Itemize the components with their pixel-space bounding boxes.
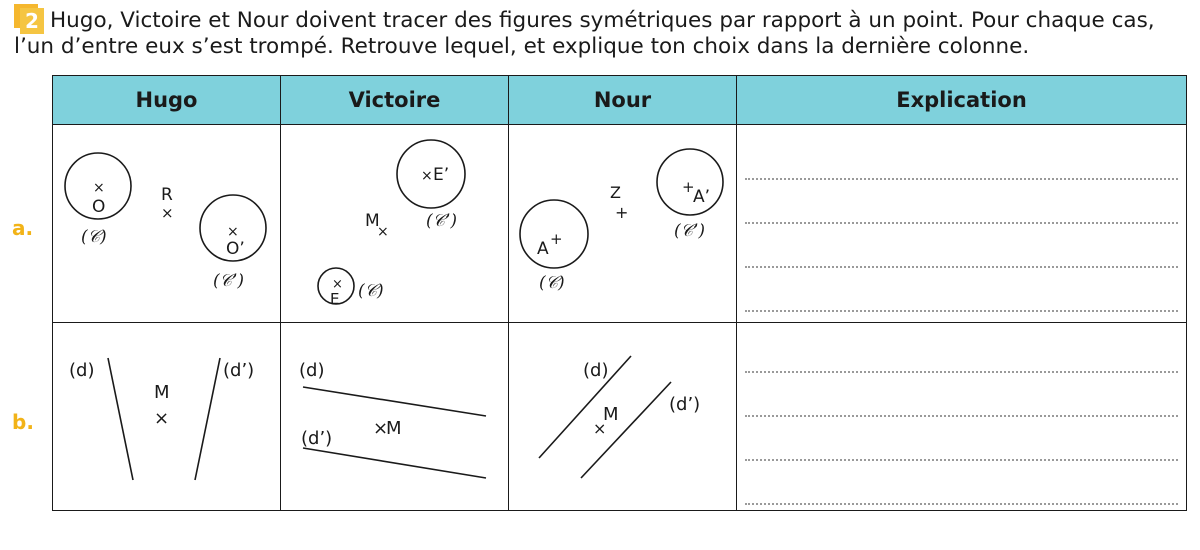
header-hugo: Hugo: [53, 76, 281, 125]
svg-text:×: ×: [227, 223, 239, 240]
center-label-m: M: [603, 403, 619, 425]
line-d: [303, 387, 486, 416]
answer-line[interactable]: [745, 461, 1178, 505]
cell-nour-a: [509, 125, 737, 323]
svg-text:×: ×: [373, 417, 389, 439]
answer-line[interactable]: [745, 180, 1178, 224]
exercise-text-line2: l’un d’entre eux s’est trompé. Retrouve lequel, et explique ton choix dans la dernière colonne.: [14, 34, 1030, 59]
cell-nour-b: [509, 323, 737, 511]
cell-victoire-a: [281, 125, 509, 323]
cell-hugo-b: [53, 323, 281, 511]
svg-text:×: ×: [93, 179, 105, 196]
answer-line[interactable]: [745, 224, 1178, 268]
svg-text:+: +: [550, 229, 563, 248]
point-label-o: O: [92, 196, 106, 217]
center-label-m: M: [386, 417, 402, 439]
svg-text:×: ×: [161, 203, 174, 222]
circle-label-c-prime: (𝒞’): [426, 210, 458, 231]
center-label-r: R: [161, 184, 173, 205]
line-d: [108, 358, 133, 480]
table-row-a: [53, 125, 1187, 323]
figure-hugo-b: [53, 324, 279, 510]
line-label-d-prime: (d’): [301, 427, 333, 449]
header-nour: Nour: [509, 76, 737, 125]
figure-nour-a: [509, 126, 735, 322]
center-label-m: M: [154, 381, 170, 403]
svg-text:×: ×: [593, 418, 607, 438]
cell-victoire-b: [281, 323, 509, 511]
circle-label-c: (𝒞): [81, 226, 107, 247]
line-label-d-prime: (d’): [223, 359, 255, 381]
circle-label-c: (𝒞): [358, 280, 384, 301]
line-label-d: (d): [299, 359, 325, 381]
table-header-row: [53, 76, 1187, 125]
explanation-a[interactable]: [737, 125, 1187, 323]
point-label-e: E: [330, 289, 340, 308]
line-label-d: (d): [69, 359, 95, 381]
circle-label-c-prime: (𝒞’): [674, 220, 706, 241]
answer-line[interactable]: [745, 373, 1178, 417]
line-label-d: (d): [583, 359, 609, 381]
point-label-o-prime: O’: [226, 238, 245, 259]
svg-text:×: ×: [332, 276, 343, 292]
line-d-prime: [303, 448, 486, 478]
answer-line[interactable]: [745, 417, 1178, 461]
svg-text:×: ×: [421, 167, 433, 184]
answer-line[interactable]: [745, 329, 1178, 373]
exercise-number-badge: 2: [14, 8, 44, 34]
table-row-b: [53, 323, 1187, 511]
exercise-text-line1: Hugo, Victoire et Nour doivent tracer des figures symétriques par rapport à un point. Pour chaque cas,: [50, 8, 1155, 33]
svg-text:+: +: [615, 202, 629, 222]
point-label-e-prime: E’: [433, 164, 450, 185]
answer-line[interactable]: [745, 268, 1178, 312]
circle-label-c-prime: (𝒞’): [213, 270, 245, 291]
svg-text:×: ×: [154, 407, 170, 429]
figure-hugo-a: [53, 126, 279, 322]
cell-hugo-a: [53, 125, 281, 323]
exercise-table: [52, 75, 1187, 511]
line-d-prime: [195, 358, 220, 480]
center-label-m: M: [365, 210, 380, 231]
row-label-b: b.: [12, 410, 34, 434]
figure-victoire-a: [281, 126, 507, 322]
svg-text:×: ×: [377, 223, 389, 240]
point-label-a: A: [537, 238, 549, 259]
header-explication: Explication: [737, 76, 1187, 125]
exercise-statement: [14, 8, 1190, 60]
answer-line[interactable]: [745, 136, 1178, 180]
point-label-a-prime: A’: [693, 186, 711, 207]
svg-text:+: +: [682, 177, 695, 196]
figure-victoire-b: [281, 324, 507, 510]
circle-label-c: (𝒞): [539, 272, 565, 293]
figure-nour-b: [509, 324, 735, 510]
explanation-b[interactable]: [737, 323, 1187, 511]
row-label-a: a.: [12, 216, 34, 240]
header-victoire: Victoire: [281, 76, 509, 125]
center-label-z: Z: [610, 182, 621, 202]
line-label-d-prime: (d’): [669, 393, 701, 415]
